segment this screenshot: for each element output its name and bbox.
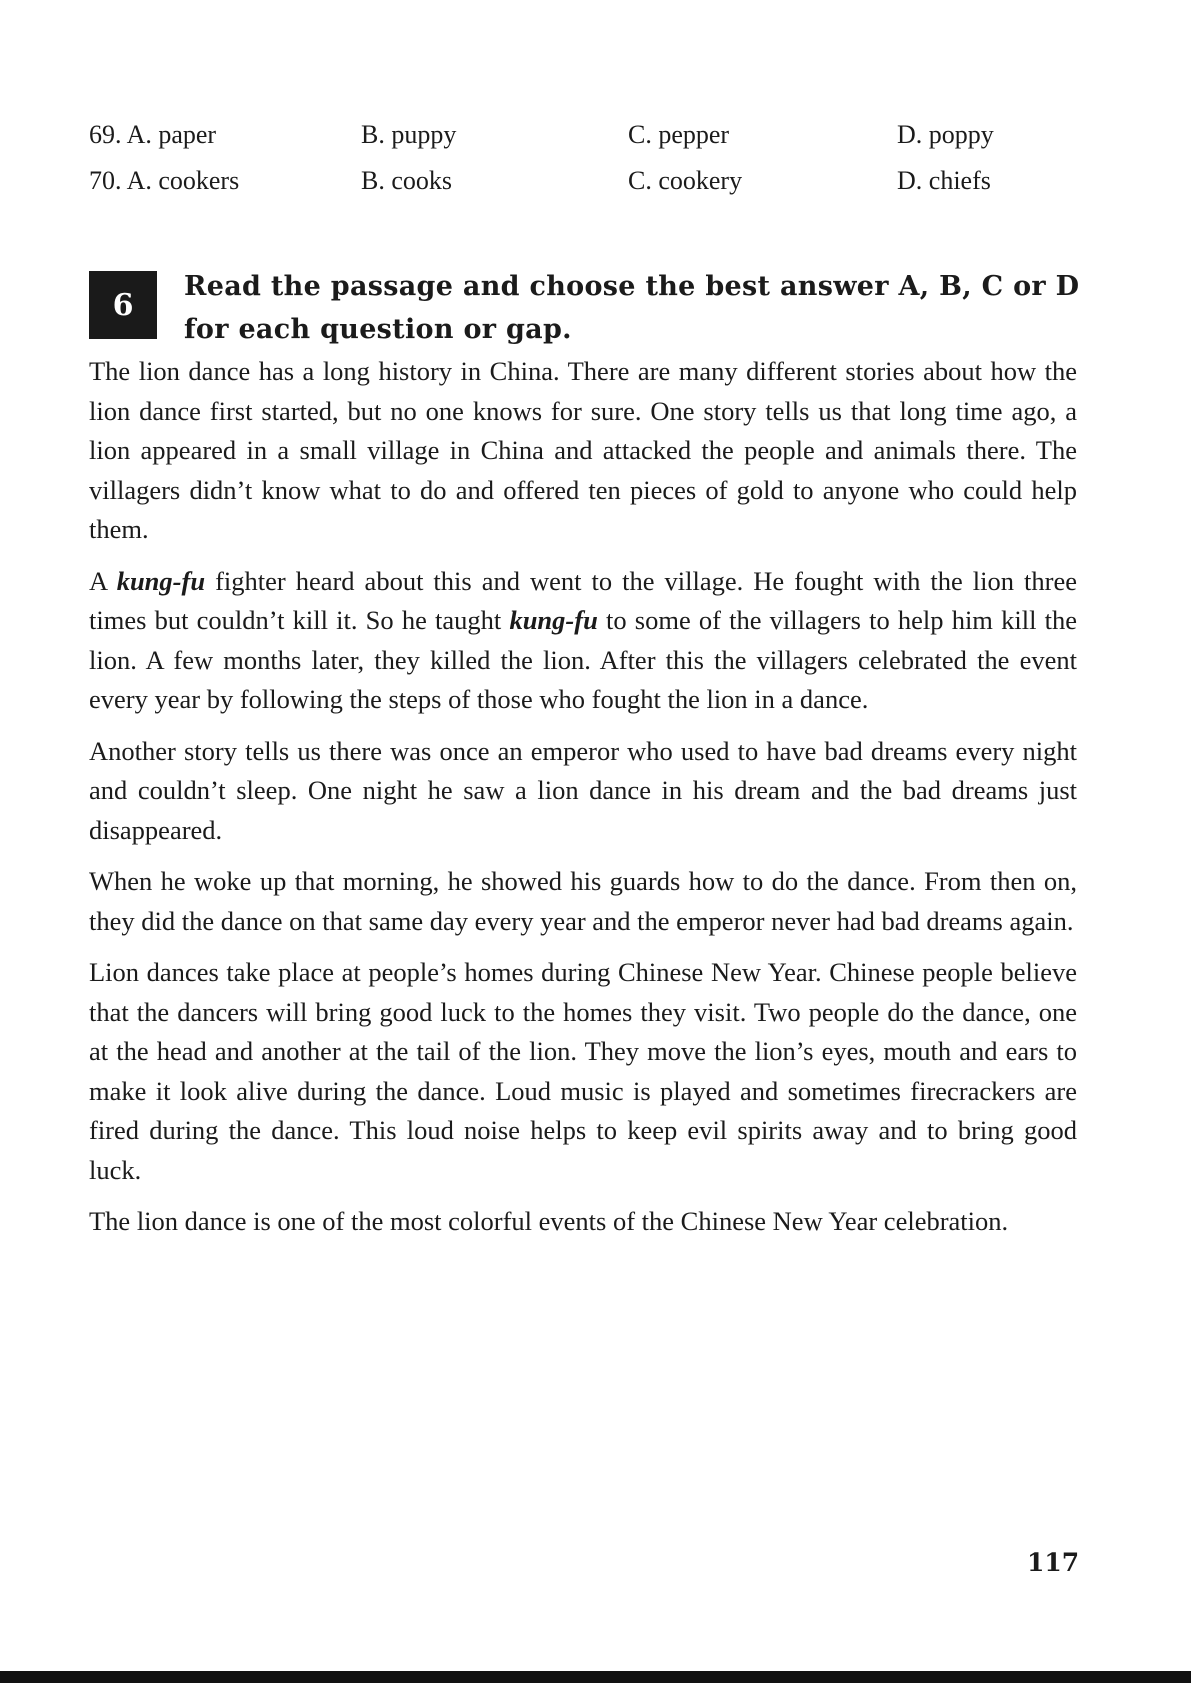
paragraph-1: The lion dance has a long history in China. There are many different stories about how the lion dance first started, but no one knows for sure. One story tells us that long time ago, a lion appeared in a small village in China and attacked the people and animals there. The villagers didn’t know what to do and offered ten pieces of gold to anyone who could help them.: [89, 356, 1077, 544]
option-b: B. puppy: [361, 120, 457, 149]
option-d: D. poppy: [897, 120, 994, 149]
scan-bottom-border: [0, 1671, 1191, 1683]
option-c: C. pepper: [628, 120, 730, 149]
paragraph-4: When he woke up that morning, he showed his guards how to do the dance. From then on, they did the dance on that same day every year and the emperor never had bad dreams again.: [89, 866, 1077, 936]
question-70-options: [89, 158, 1089, 204]
option-d: D. chiefs: [897, 166, 991, 195]
paragraph-3: Another story tells us there was once an emperor who used to have bad dreams every night and couldn’t sleep. One night he saw a lion dance in his dream and the bad dreams just disappeared.: [89, 735, 1077, 845]
option-a: 70. A. cookers: [89, 166, 240, 195]
paragraph-6: The lion dance is one of the most colorful events of the Chinese New Year celebration.: [89, 1206, 1009, 1236]
text-span: to some of the villagers to help him kill the lion. A few months later, they killed the lion. After this the villagers celebrated the event every year by following the steps of those who fought the lion in a dance.: [89, 605, 1077, 714]
option-b: B. cooks: [361, 166, 452, 195]
reading-passage: [89, 352, 1077, 1254]
section-instructions: Read the passage and choose the best answer A, B, C or D for each question or gap.: [184, 271, 1080, 345]
text-span: A: [89, 565, 117, 596]
paragraph-5: Lion dances take place at people’s homes during Chinese New Year. Chinese people believe that the dancers will bring good luck to the homes they visit. Two people do the dance, one at the head and another at the tail of the lion. They move the lion’s eyes, mouth and ears to make it look alive during the dance. Loud music is played and sometimes firecrackers are fired during the dance. This loud noise helps to keep evil spirits away and to bring good luck.: [89, 957, 1077, 1185]
italic-term: kung-fu: [509, 605, 598, 635]
page-number: 117: [1027, 1548, 1080, 1577]
option-a: 69. A. paper: [89, 120, 217, 149]
text-span: fighter heard about this and went to the village. He fought with the lion three times but couldn’t kill it. So he taught: [89, 565, 1077, 635]
question-69-options: [89, 112, 1089, 158]
option-c: C. cookery: [628, 166, 743, 195]
paragraph-2: [89, 562, 1077, 720]
section-number-badge: 6: [89, 271, 157, 339]
italic-term: kung-fu: [116, 565, 206, 596]
answer-options: [89, 112, 1089, 204]
